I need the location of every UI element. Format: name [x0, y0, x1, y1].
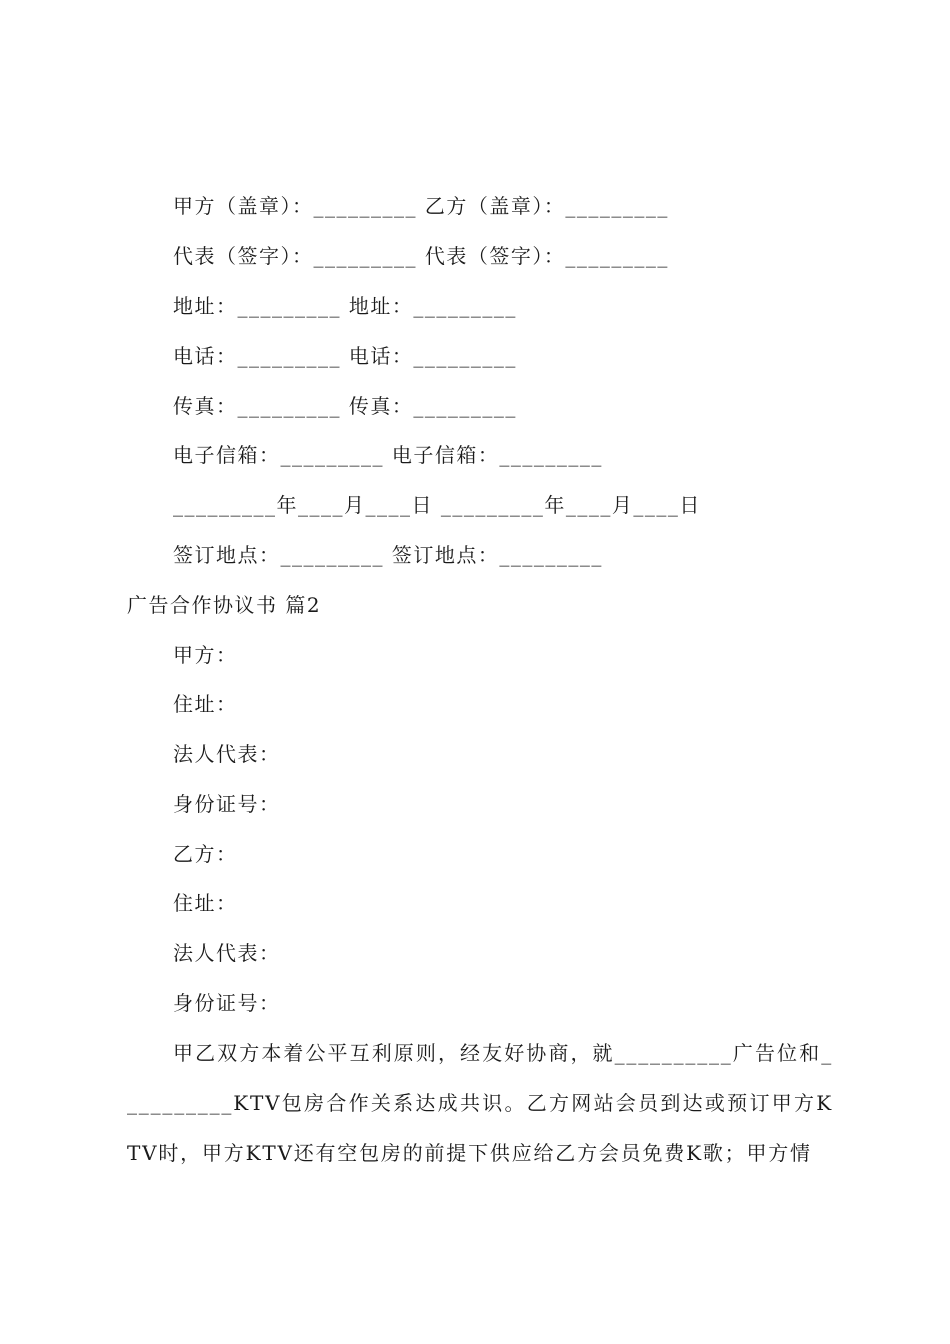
seal-line: 甲方（盖章）：_________ 乙方（盖章）：_________: [173, 194, 669, 218]
phone-line: 电话：_________ 电话：_________: [173, 344, 517, 368]
party-a-legal-rep-label: 法人代表：: [173, 742, 281, 766]
party-b-id-label: 身份证号：: [173, 991, 281, 1015]
party-a-id-label: 身份证号：: [173, 792, 281, 816]
party-b-label: 乙方：: [173, 842, 238, 866]
address-line: 地址：_________ 地址：_________: [173, 294, 517, 318]
email-line: 电子信箱：_________ 电子信箱：_________: [173, 443, 603, 467]
representative-line: 代表（签字）：_________ 代表（签字）：_________: [173, 244, 669, 268]
body-paragraph: 甲乙双方本着公平互利原则，经友好协商，就__________广告位和__________KTV包房合作关系达成共识。乙方网站会员到达或预订甲方KTV时，甲方KTV还有空包房的前提下供应给乙方会员免费K歌；甲方情: [127, 1041, 833, 1165]
party-b-address-label: 住址：: [173, 891, 238, 915]
section-title: 广告合作协议书 篇2: [127, 593, 322, 617]
party-a-label: 甲方：: [173, 643, 238, 667]
party-a-address-label: 住址：: [173, 692, 238, 716]
party-b-legal-rep-label: 法人代表：: [173, 941, 281, 965]
fax-line: 传真：_________ 传真：_________: [173, 394, 517, 418]
date-line: _________年____月____日 _________年____月____日: [173, 493, 701, 517]
signing-place-line: 签订地点：_________ 签订地点：_________: [173, 543, 603, 567]
